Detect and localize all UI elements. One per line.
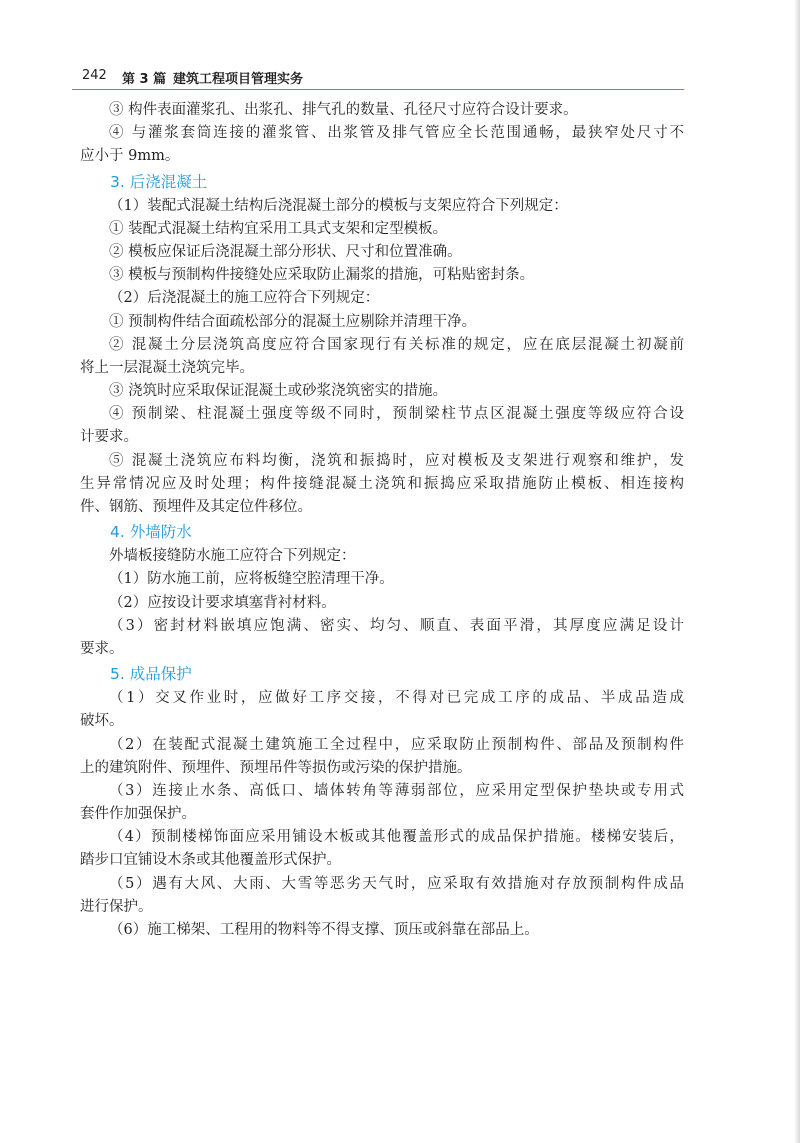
body-line: 进行保护。 (80, 898, 153, 915)
page-edge-shadow (794, 0, 800, 1143)
body-line: （3）密封材料嵌填应饱满、密实、均匀、顺直、表面平滑，其厚度应满足设计 (109, 617, 684, 634)
body-line: 生异常情况应及时处理；构件接缝混凝土浇筑和振捣应采取措施防止模板、相连接构 (80, 475, 684, 492)
body-line: ④ 预制梁、柱混凝土强度等级不同时，预制梁柱节点区混凝土强度等级应符合设 (109, 406, 684, 423)
body-line: ① 装配式混凝土结构宜采用工具式支架和定型模板。 (109, 220, 448, 237)
body-line: （3）连接止水条、高低口、墙体转角等薄弱部位，应采用定型保护垫块或专用式 (109, 782, 684, 799)
body-line: ⑤ 混凝土浇筑应布料均衡，浇筑和振捣时，应对模板及支架进行观察和维护，发 (109, 452, 684, 469)
body-line: 套件作加强保护。 (80, 806, 196, 823)
body-line: （6）施工梯架、工程用的物料等不得支撑、顶压或斜靠在部品上。 (109, 922, 539, 938)
body-line: （2）在装配式混凝土建筑施工全过程中，应采取防止预制构件、部品及预制构件 (109, 736, 684, 753)
section-heading-3: 3. 后浇混凝土 (110, 172, 208, 191)
body-line: 应小于 9mm。 (80, 148, 180, 165)
body-line: 将上一层混凝土浇筑完毕。 (80, 359, 254, 376)
body-line: ④ 与灌浆套筒连接的灌浆管、出浆管及排气管应全长范围通畅，最狭窄处尺寸不 (109, 125, 684, 142)
body-line: （5）遇有大风、大雨、大雪等恶劣天气时，应采取有效措施对存放预制构件成品 (109, 875, 684, 892)
body-line: 件、钢筋、预埋件及其定位件移位。 (80, 499, 312, 515)
body-line: 踏步口宜铺设木条或其他覆盖形式保护。 (80, 852, 341, 869)
chapter-title: 建筑工程项目管理实务 (173, 72, 304, 87)
body-line: ③ 浇筑时应采取保证混凝土或砂浆浇筑密实的措施。 (109, 383, 448, 400)
body-line: 破坏。 (80, 713, 124, 730)
body-line: ③ 模板与预制构件接缝处应采取防止漏浆的措施，可粘贴密封条。 (109, 267, 535, 284)
body-line: （1）装配式混凝土结构后浇混凝土部分的模板与支架应符合下列规定： (109, 197, 568, 214)
chapter-label: 第 3 篇 (122, 72, 167, 87)
section-heading-5: 5. 成品保护 (110, 665, 192, 684)
body-line: （2）应按设计要求填塞背衬材料。 (109, 594, 336, 611)
body-line: 要求。 (80, 640, 124, 657)
body-line: （1）防水施工前，应将板缝空腔清理干净。 (109, 571, 394, 588)
body-line: ① 预制构件结合面疏松部分的混凝土应剔除并清理干净。 (109, 313, 477, 330)
body-line: （4）预制楼梯饰面应采用铺设木板或其他覆盖形式的成品保护措施。楼梯安装后， (109, 829, 684, 846)
running-header (72, 66, 684, 88)
body-line: ② 混凝土分层浇筑高度应符合国家现行有关标准的规定，应在底层混凝土初凝前 (109, 336, 684, 353)
body-line: （2）后浇混凝土的施工应符合下列规定： (109, 290, 380, 307)
body-line: ③ 构件表面灌浆孔、出浆孔、排气孔的数量、孔径尺寸应符合设计要求。 (109, 102, 578, 118)
body-line: 外墙板接缝防水施工应符合下列规定： (109, 548, 356, 565)
body-line: 上的建筑附件、预埋件、预埋吊件等损伤或污染的保护措施。 (80, 759, 472, 776)
page-body (80, 99, 684, 942)
body-line: ② 模板应保证后浇混凝土部分形状、尺寸和位置准确。 (109, 243, 462, 260)
body-line: （1）交叉作业时，应做好工序交接，不得对已完成工序的成品、半成品造成 (109, 690, 684, 707)
header-rule (72, 89, 684, 90)
section-heading-4: 4. 外墙防水 (110, 523, 192, 542)
body-line: 计要求。 (80, 429, 138, 446)
page-number: 242 (82, 68, 107, 83)
